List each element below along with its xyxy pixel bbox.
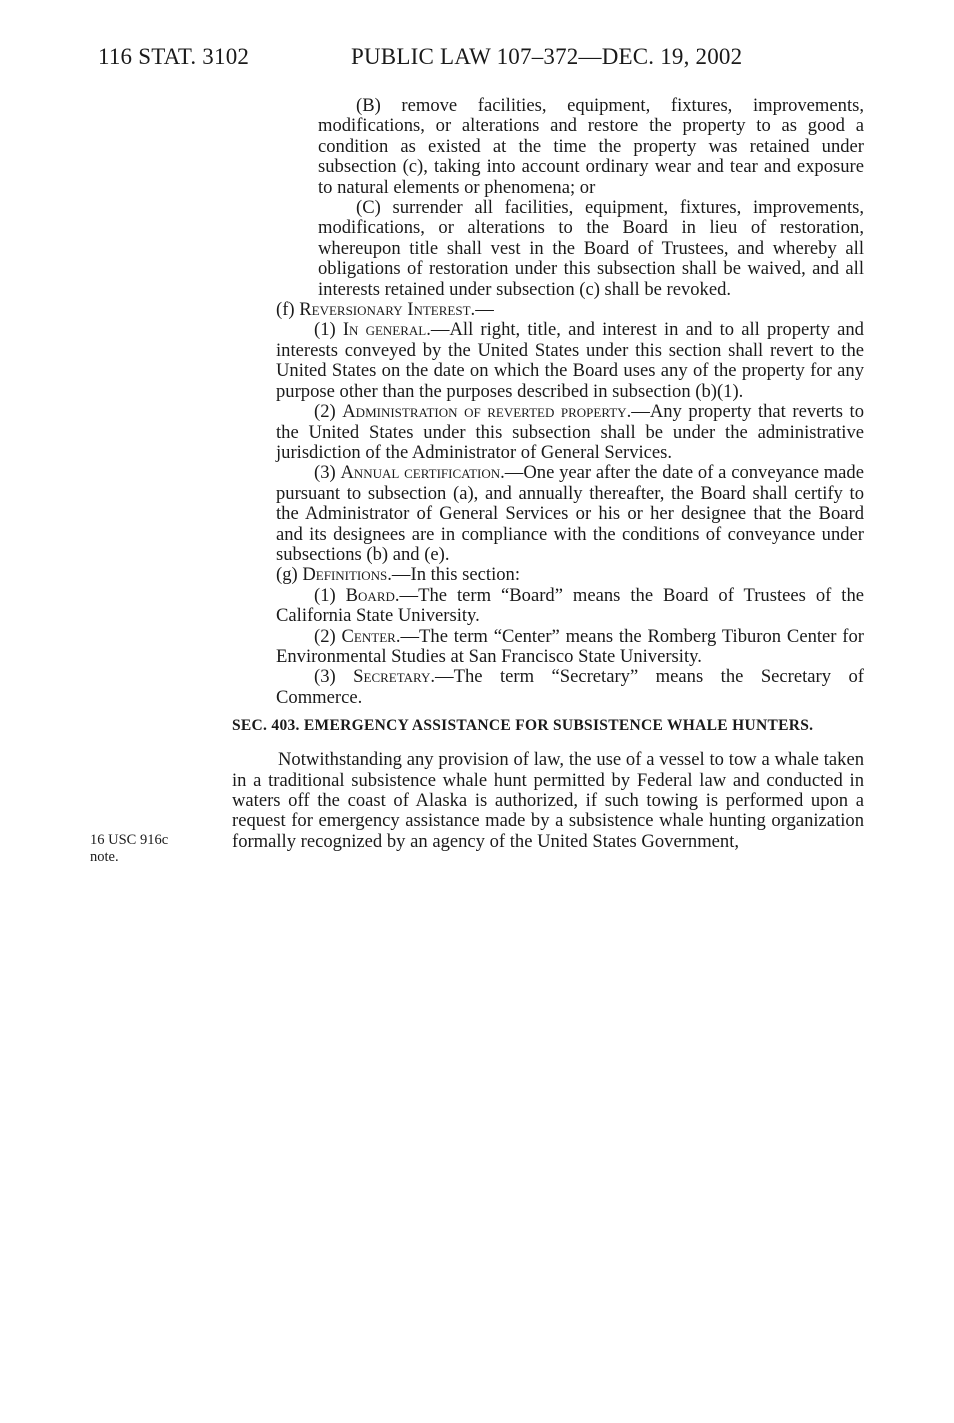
f1-title: In general — [342, 319, 427, 341]
g1-label: (1) — [314, 584, 346, 606]
g1-text: .—The term “Board” means the Board of Trustees of the California State University. — [276, 584, 864, 627]
f2-text: .—Any property that reverts to the United States under this subsection shall be under the administrative jurisdiction of the Administrator of General Services. — [276, 401, 864, 463]
subsection-g-title: Definitions — [302, 564, 388, 586]
f2-label: (2) — [314, 401, 343, 423]
subsection-f-label: (f) — [276, 299, 300, 321]
paragraph-f1 — [232, 320, 864, 402]
paragraph-f2 — [232, 402, 864, 463]
g2-title: Center — [341, 625, 396, 647]
f1-label: (1) — [314, 319, 343, 341]
g2-text: .—The term “Center” means the Romberg Tiburon Center for Environmental Studies at San Francisco State University. — [276, 625, 864, 667]
subsection-g-label: (g) — [276, 564, 303, 586]
section-403-body: Notwithstanding any provision of law, the use of a vessel to tow a whale taken in a traditional subsistence whale hunt permitted by Federal law and conducted in waters off the coast of Alaska is authorized, if such towing is performed upon a request for emergency assistance made by a subsistence whale hunting organization formally recognized by an agency of the United States Government, — [232, 749, 864, 852]
g2-label: (2) — [314, 625, 342, 647]
subsection-f-title: Reversionary Interest — [299, 299, 471, 321]
f3-label: (3) — [314, 462, 341, 484]
g3-text: .—The term “Secretary” means the Secretary of Commerce. — [276, 666, 864, 708]
g3-label: (3) — [314, 666, 354, 688]
page-header — [98, 44, 858, 74]
paragraph-f3 — [232, 463, 864, 565]
body-text — [232, 96, 864, 852]
paragraph-g1 — [232, 586, 864, 627]
g3-title: Secretary — [353, 666, 431, 688]
paragraph-g2 — [232, 627, 864, 668]
f3-text: .—One year after the date of a conveyance made pursuant to subsection (a), and annually thereafter, the Board shall certify to the Administrator of General Services or his or her designee that the Board and its designees are in compliance with the conditions of conveyance under subsections (b) and (e). — [276, 462, 864, 565]
margin-note-label: note. — [90, 849, 119, 865]
subsection-f-heading — [232, 300, 864, 320]
section-403-heading: SEC. 403. EMERGENCY ASSISTANCE FOR SUBSISTENCE WHALE HUNTERS. — [232, 717, 814, 735]
f3-title: Annual certification — [340, 462, 501, 484]
public-law-citation: PUBLIC LAW 107–372—DEC. 19, 2002 — [351, 44, 743, 69]
margin-note — [90, 832, 200, 866]
paragraph-b: (B) remove facilities, equipment, fixtures, improvements, modifications, or alterations and restore the property to as good a condition as existed at the time the property was retained under subsection (c), taking into account ordinary wear and tear and exposure to natural elements or phenomena; or — [318, 95, 864, 198]
paragraph-c: (C) surrender all facilities, equipment, fixtures, improvements, modifications, or alterations to the Board in lieu of restoration, whereupon title shall vest in the Board of Trustees, and whereby all obligations of restoration under this subsection shall be waived, and all interests retained under subsection (c) shall be revoked. — [318, 197, 864, 300]
margin-note-citation: 16 USC 916c — [90, 832, 169, 848]
g1-title: Board — [345, 584, 395, 606]
f2-title: Administration of reverted property — [342, 401, 627, 423]
f1-text: .—All right, title, and interest in and to all property and interests conveyed by the United States under this section shall revert to the United States on the date on which the Board uses any of the property for any purpose other than the purposes described in subsection (b)(1). — [276, 319, 864, 402]
subsection-f-dash: .— — [470, 299, 494, 321]
subsection-g-heading — [232, 565, 864, 585]
paragraph-g3 — [232, 667, 864, 708]
subsection-g-text: .—In this section: — [387, 564, 520, 586]
statute-page-number: 116 STAT. 3102 — [98, 44, 250, 69]
